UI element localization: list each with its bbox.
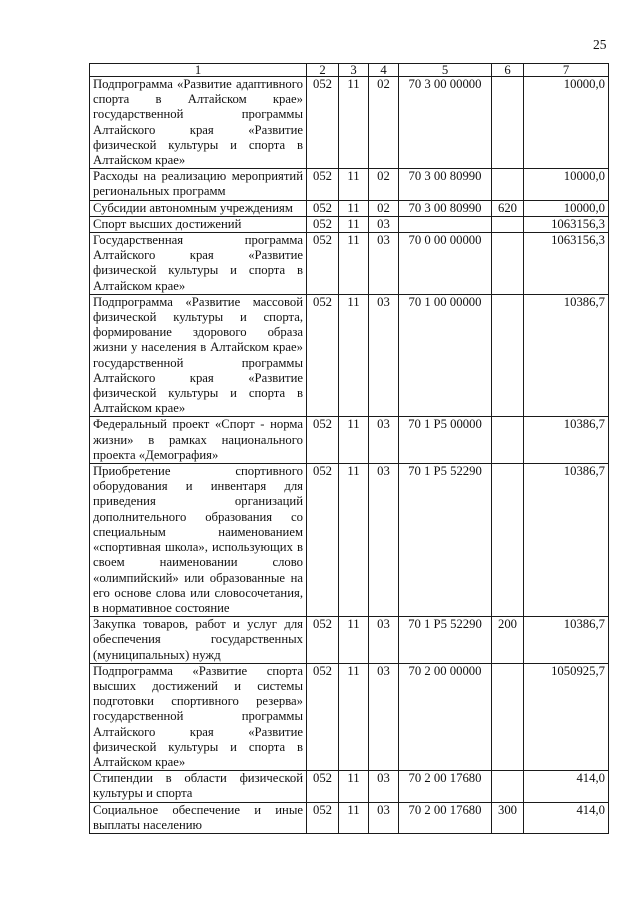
cell-section: 11 <box>339 464 369 617</box>
table-row <box>90 169 609 200</box>
table-row <box>90 802 609 833</box>
cell-name: Субсидии автономным учреждениям <box>90 200 307 216</box>
cell-section: 11 <box>339 77 369 169</box>
cell-target-article: 70 1 00 00000 <box>399 294 492 417</box>
cell-subsection: 03 <box>369 417 399 464</box>
column-header: 4 <box>369 64 399 77</box>
cell-target-article: 70 3 00 80990 <box>399 200 492 216</box>
cell-target-article: 70 2 00 17680 <box>399 771 492 802</box>
cell-subsection: 03 <box>369 294 399 417</box>
cell-amount: 10386,7 <box>524 417 609 464</box>
table-row <box>90 464 609 617</box>
cell-name: Подпрограмма «Развитие массовой физической культуры и спорта, формирование здорового образа жизни у населения в Алтайском крае» государственной программы Алтайского края «Развитие физической культуры и спорта в Алтайском крае» <box>90 294 307 417</box>
cell-subsection: 03 <box>369 802 399 833</box>
cell-amount: 1063156,3 <box>524 216 609 232</box>
cell-code: 052 <box>307 200 339 216</box>
cell-section: 11 <box>339 294 369 417</box>
cell-name: Спорт высших достижений <box>90 216 307 232</box>
cell-subsection: 03 <box>369 617 399 664</box>
table-row <box>90 294 609 417</box>
cell-target-article: 70 1 P5 52290 <box>399 464 492 617</box>
cell-expense-type <box>492 417 524 464</box>
cell-expense-type: 300 <box>492 802 524 833</box>
table-row <box>90 663 609 770</box>
cell-expense-type: 200 <box>492 617 524 664</box>
cell-section: 11 <box>339 200 369 216</box>
cell-amount: 10000,0 <box>524 77 609 169</box>
cell-amount: 10386,7 <box>524 617 609 664</box>
cell-name: Подпрограмма «Развитие адаптивного спорта в Алтайском крае» государственной программы Алтайского края «Развитие физической культуры и спорта в Алтайском крае» <box>90 77 307 169</box>
cell-code: 052 <box>307 464 339 617</box>
cell-name: Социальное обеспечение и иные выплаты населению <box>90 802 307 833</box>
cell-expense-type <box>492 464 524 617</box>
cell-name: Стипендии в области физической культуры и спорта <box>90 771 307 802</box>
cell-subsection: 03 <box>369 771 399 802</box>
table-row <box>90 617 609 664</box>
cell-subsection: 02 <box>369 200 399 216</box>
cell-amount: 1063156,3 <box>524 233 609 295</box>
cell-section: 11 <box>339 802 369 833</box>
cell-code: 052 <box>307 417 339 464</box>
cell-subsection: 03 <box>369 663 399 770</box>
cell-code: 052 <box>307 169 339 200</box>
page-number: 25 <box>593 37 607 52</box>
cell-target-article: 70 1 P5 52290 <box>399 617 492 664</box>
column-header: 1 <box>90 64 307 77</box>
cell-code: 052 <box>307 771 339 802</box>
cell-code: 052 <box>307 233 339 295</box>
cell-target-article: 70 0 00 00000 <box>399 233 492 295</box>
column-header: 5 <box>399 64 492 77</box>
cell-target-article: 70 1 P5 00000 <box>399 417 492 464</box>
cell-amount: 414,0 <box>524 771 609 802</box>
budget-table <box>89 63 609 834</box>
table-row <box>90 771 609 802</box>
cell-amount: 10000,0 <box>524 169 609 200</box>
cell-subsection: 03 <box>369 464 399 617</box>
cell-code: 052 <box>307 802 339 833</box>
table-row <box>90 77 609 169</box>
cell-expense-type <box>492 663 524 770</box>
cell-section: 11 <box>339 663 369 770</box>
cell-target-article <box>399 216 492 232</box>
cell-amount: 10386,7 <box>524 294 609 417</box>
table-row <box>90 216 609 232</box>
column-header: 2 <box>307 64 339 77</box>
cell-expense-type: 620 <box>492 200 524 216</box>
cell-name: Федеральный проект «Спорт - норма жизни» в рамках национального проекта «Демография» <box>90 417 307 464</box>
cell-target-article: 70 2 00 17680 <box>399 802 492 833</box>
column-header: 7 <box>524 64 609 77</box>
cell-subsection: 03 <box>369 233 399 295</box>
cell-amount: 10000,0 <box>524 200 609 216</box>
cell-section: 11 <box>339 169 369 200</box>
cell-amount: 414,0 <box>524 802 609 833</box>
cell-section: 11 <box>339 216 369 232</box>
table-row <box>90 233 609 295</box>
cell-section: 11 <box>339 771 369 802</box>
cell-name: Приобретение спортивного оборудования и инвентаря для приведения организаций дополнительного образования со специальным наименованием «спортивная школа», использующих в своем наименовании слово «олимпийский» или образованные на его основе слова или словосочетания, в нормативное состояние <box>90 464 307 617</box>
cell-expense-type <box>492 771 524 802</box>
cell-name: Подпрограмма «Развитие спорта высших достижений и системы подготовки спортивного резерва» государственной программы Алтайского края «Развитие физической культуры и спорта в Алтайском крае» <box>90 663 307 770</box>
cell-amount: 1050925,7 <box>524 663 609 770</box>
table-row <box>90 200 609 216</box>
cell-subsection: 02 <box>369 169 399 200</box>
cell-code: 052 <box>307 77 339 169</box>
cell-subsection: 03 <box>369 216 399 232</box>
cell-target-article: 70 3 00 00000 <box>399 77 492 169</box>
cell-name: Закупка товаров, работ и услуг для обеспечения государственных (муниципальных) нужд <box>90 617 307 664</box>
cell-subsection: 02 <box>369 77 399 169</box>
cell-section: 11 <box>339 233 369 295</box>
cell-code: 052 <box>307 294 339 417</box>
cell-section: 11 <box>339 417 369 464</box>
cell-target-article: 70 3 00 80990 <box>399 169 492 200</box>
cell-code: 052 <box>307 663 339 770</box>
cell-amount: 10386,7 <box>524 464 609 617</box>
cell-expense-type <box>492 77 524 169</box>
table-header-row <box>90 64 609 77</box>
cell-code: 052 <box>307 216 339 232</box>
cell-expense-type <box>492 216 524 232</box>
table-row <box>90 417 609 464</box>
table-body <box>90 77 609 834</box>
cell-expense-type <box>492 169 524 200</box>
cell-name: Расходы на реализацию мероприятий региональных программ <box>90 169 307 200</box>
cell-expense-type <box>492 233 524 295</box>
cell-name: Государственная программа Алтайского края «Развитие физической культуры и спорта в Алтайском крае» <box>90 233 307 295</box>
cell-section: 11 <box>339 617 369 664</box>
cell-expense-type <box>492 294 524 417</box>
column-header: 3 <box>339 64 369 77</box>
cell-target-article: 70 2 00 00000 <box>399 663 492 770</box>
column-header: 6 <box>492 64 524 77</box>
cell-code: 052 <box>307 617 339 664</box>
